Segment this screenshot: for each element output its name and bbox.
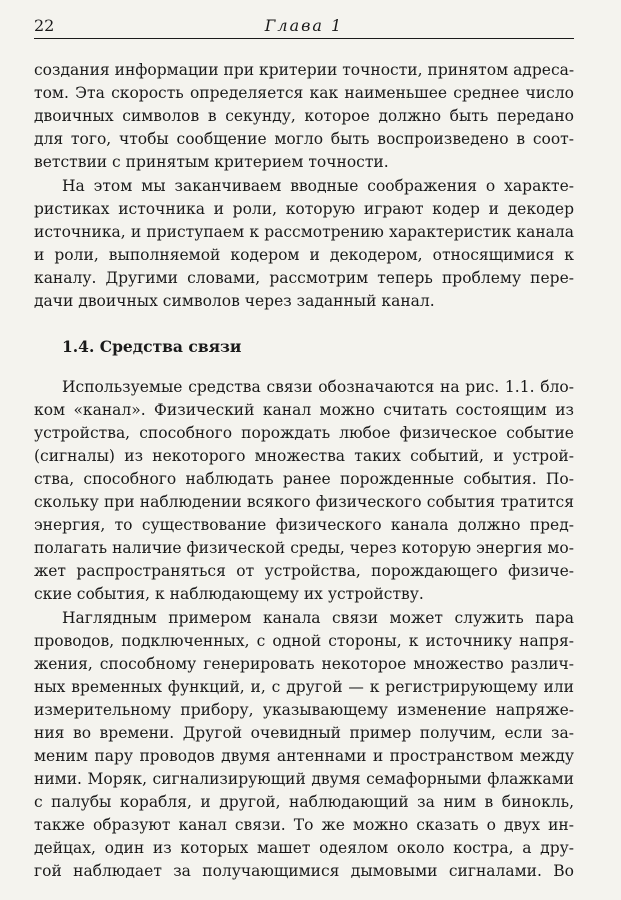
- text-line: жет распространяться от устройства, порождающего физиче-: [34, 562, 574, 580]
- text-line: ними. Моряк, сигнализирующий двумя семафорными флажками: [34, 770, 574, 788]
- text-line: ские события, к наблюдающему их устройству.: [34, 585, 424, 603]
- text-line: ства, способного наблюдать ранее порожденные события. По-: [34, 470, 574, 488]
- text-line: для того, чтобы сообщение могло быть воспроизведено в соот-: [34, 130, 574, 148]
- text-line: двоичных символов в секунду, которое должно быть передано: [34, 107, 574, 125]
- section-heading: 1.4. Средства связи: [62, 337, 242, 356]
- text-line: с палубы корабля, и другой, наблюдающий за ним в бинокль,: [34, 793, 574, 811]
- text-line: жения, способному генерировать некоторое множество различ-: [34, 655, 574, 673]
- text-line: (сигналы) из некоторого множества таких событий, и устрой-: [34, 447, 574, 465]
- running-header: [34, 14, 574, 39]
- text-line: создания информации при критерии точности, принятом адреса-: [34, 61, 574, 79]
- text-line: дачи двоичных символов через заданный канал.: [34, 292, 435, 310]
- text-line: источника, и приступаем к рассмотрению характеристик канала: [34, 223, 574, 241]
- text-line: полагать наличие физической среды, через которую энергия мо-: [34, 539, 574, 557]
- text-line: Наглядным примером канала связи может служить пара: [62, 609, 574, 627]
- text-line: и роли, выполняемой кодером и декодером, относящимися к: [34, 246, 574, 264]
- text-line: измерительному прибору, указывающему изменение напряже-: [34, 701, 574, 719]
- text-line: Используемые средства связи обозначаются на рис. 1.1. бло-: [62, 378, 574, 396]
- text-line: также образуют канал связи. То же можно сказать о двух ин-: [34, 816, 574, 834]
- text-line: проводов, подключенных, с одной стороны, к источнику напря-: [34, 632, 574, 650]
- page-number: 22: [34, 16, 55, 35]
- text-line: устройства, способного порождать любое физическое событие: [34, 424, 574, 442]
- text-line: На этом мы заканчиваем вводные соображения о характе-: [62, 177, 574, 195]
- text-line: ветствии с принятым критерием точности.: [34, 153, 389, 171]
- text-line: каналу. Другими словами, рассмотрим теперь проблему пере-: [34, 269, 574, 287]
- text-line: меним пару проводов двумя антеннами и пространством между: [34, 747, 574, 765]
- text-line: скольку при наблюдении всякого физического события тратится: [34, 493, 574, 511]
- text-line: ристиках источника и роли, которую играют кодер и декодер: [34, 200, 574, 218]
- text-line: ных временных функций, и, с другой — к регистрирующему или: [34, 678, 574, 696]
- text-line: том. Эта скорость определяется как наименьшее среднее число: [34, 84, 574, 102]
- text-line: гой наблюдает за получающимися дымовыми сигналами. Во: [34, 862, 574, 880]
- text-line: ния во времени. Другой очевидный пример получим, если за-: [34, 724, 574, 742]
- text-line: энергия, то существование физического канала должно пред-: [34, 516, 574, 534]
- chapter-title: Глава 1: [264, 16, 344, 35]
- text-line: дейцах, один из которых машет одеялом около костра, а дру-: [34, 839, 574, 857]
- text-line: ком «канал». Физический канал можно считать состоящим из: [34, 401, 574, 419]
